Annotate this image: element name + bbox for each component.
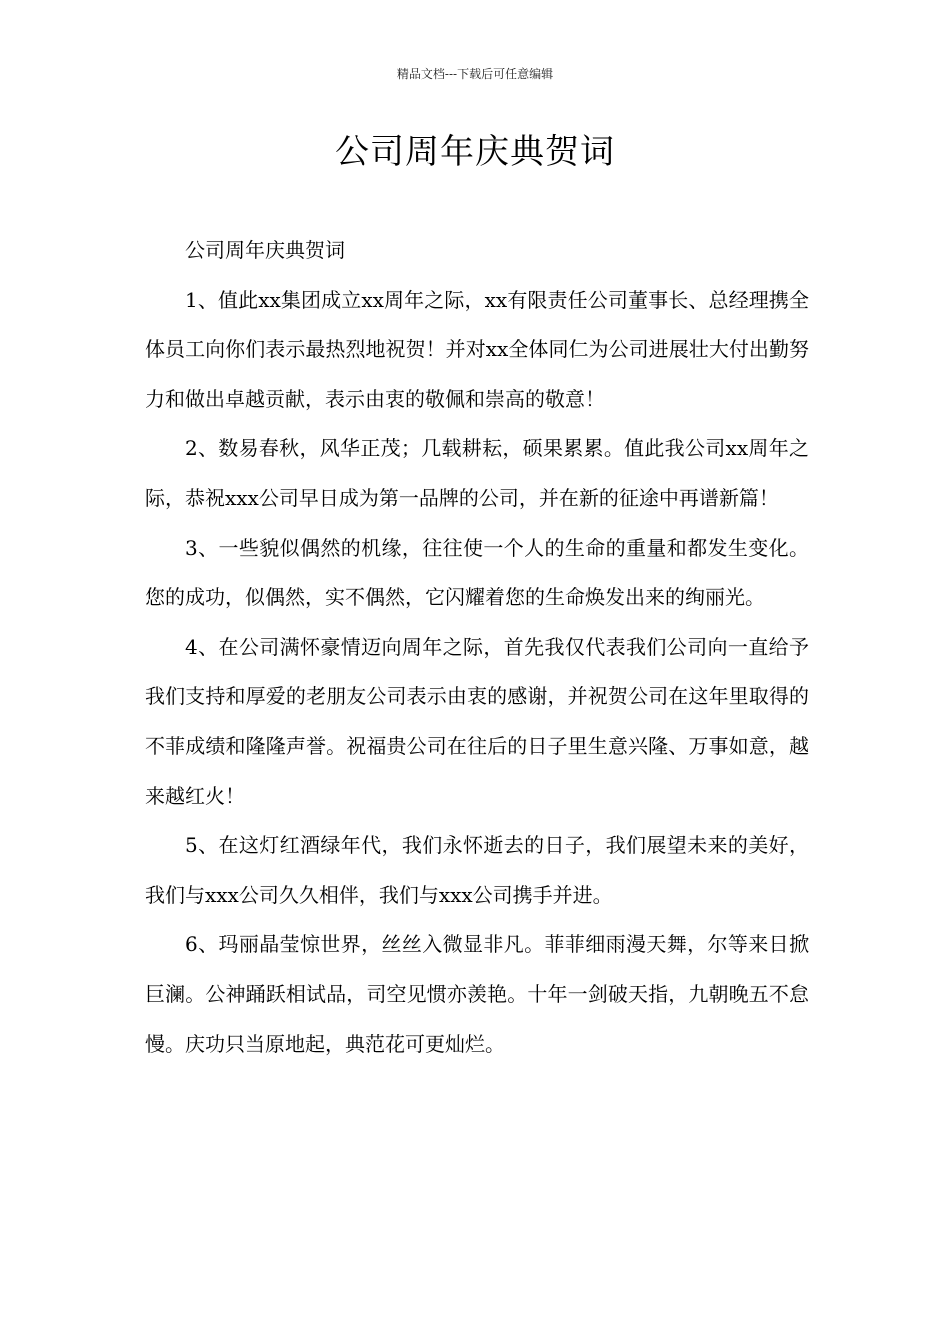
paragraph-6: 6、玛丽晶莹惊世界，丝丝入微显非凡。菲菲细雨漫天舞，尔等来日掀巨澜。公神踊跃相试品，司空见惯亦羡艳。十年一剑破天指，九朝晚五不怠慢。庆功只当原地起，典范花可更灿烂。 bbox=[145, 932, 809, 1056]
document-title: 公司周年庆典贺词 bbox=[335, 132, 615, 172]
paragraph-1: 1、值此xx集团成立xx周年之际，xx有限责任公司董事长、总经理携全体员工向你们表示最热烈地祝贺！并对xx全体同仁为公司进展壮大付出勤努力和做出卓越贡献，表示由衷的敬佩和崇高的敬意！ bbox=[145, 287, 809, 411]
paragraph-4: 4、在公司满怀豪情迈向周年之际，首先我仅代表我们公司向一直给予我们支持和厚爱的老朋友公司表示由衷的感谢，并祝贺公司在这年里取得的不菲成绩和隆隆声誉。祝福贵公司在往后的日子里生意兴隆、万事如意，越来越红火！ bbox=[145, 634, 809, 808]
paragraph-heading: 公司周年庆典贺词 bbox=[185, 238, 345, 262]
paragraph-5: 5、在这灯红酒绿年代，我们永怀逝去的日子，我们展望未来的美好，我们与xxx公司久久相伴，我们与xxx公司携手并进。 bbox=[145, 833, 809, 907]
paragraph-2: 2、数易春秋，风华正茂；几载耕耘，硕果累累。值此我公司xx周年之际，恭祝xxx公司早日成为第一品牌的公司，并在新的征途中再谱新篇！ bbox=[145, 436, 809, 510]
document-body bbox=[145, 226, 809, 1069]
paragraph-3: 3、一些貌似偶然的机缘，往往使一个人的生命的重量和都发生变化。您的成功，似偶然，实不偶然，它闪耀着您的生命焕发出来的绚丽光。 bbox=[145, 535, 809, 610]
header-note: 精品文档---下载后可任意编辑 bbox=[396, 67, 554, 81]
